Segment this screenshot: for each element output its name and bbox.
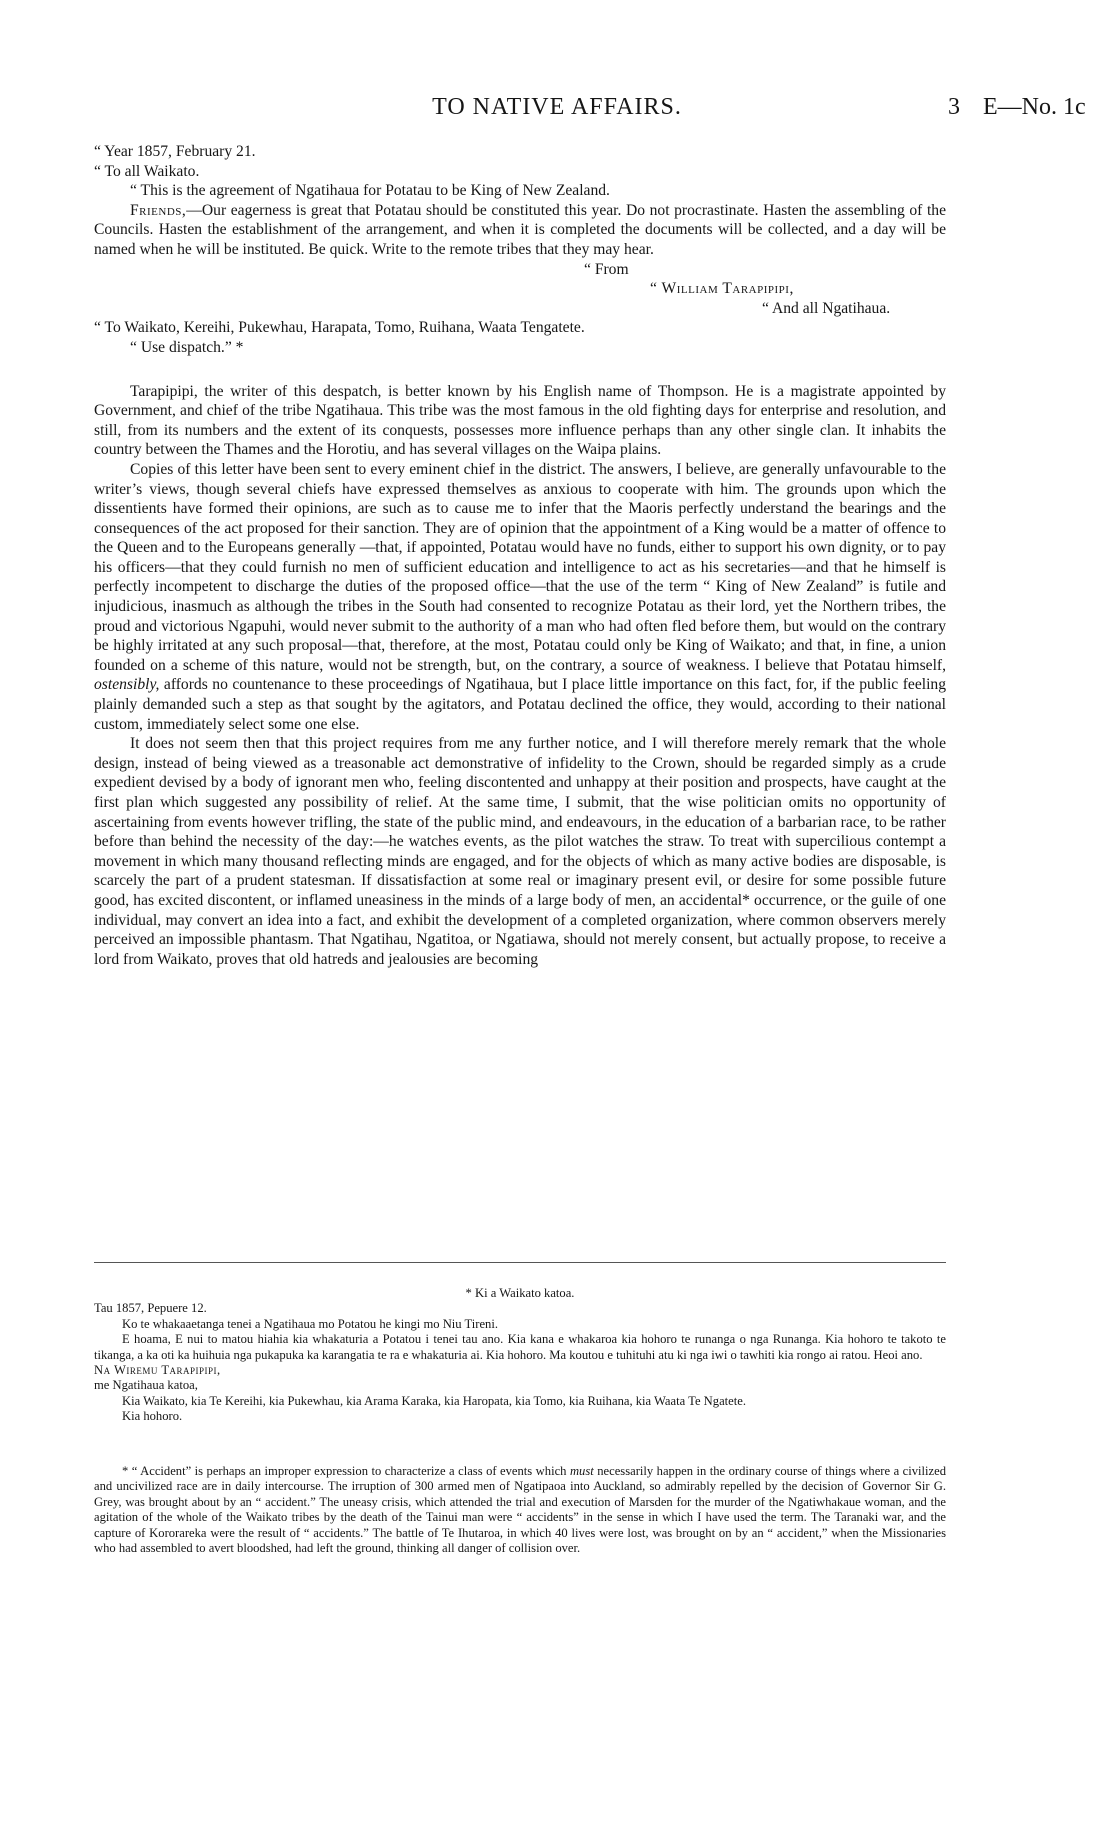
running-head-title: TO NATIVE AFFAIRS. (432, 94, 682, 120)
footnote-accident-body: necessarily happen in the ordinary course of things where a civilized and uncivilized race are in daily intercourse. The irruption of 300 armed men of Ngatipaoa into Auckland, so admirably repelled by the decision of Governor Sir G. Grey, was brought about by an “ accident.” The uneasy crisis, which attended the trial and execution of Marsden for the murder of the Ngatiwhakaue woman, and the agitation of the whole of the Waikato tribes by the death of the Tainui man were “ accidents” in the sense in which I have used the term. The Taranaki war, and the capture of Kororareka were the result of “ accidents.” The battle of Te Ihutaroa, in which 40 lives were lost, was brought on by an “ accident,” when the Missionaries who had assembled to avert bloodshed, had left the ground, thinking all danger of collision over. (94, 1464, 946, 1556)
footnote-divider (94, 1262, 946, 1263)
letter-signature-name: “ William Tarapipipi, (650, 280, 794, 298)
footnote-accident (94, 1464, 946, 1556)
document-code: E—No. 1c (983, 94, 1086, 120)
paragraph-3: It does not seem then that this project requires from me any further notice, and I will therefore merely remark that the whole design, instead of being viewed as a treasonable act demonstrative of infidelity to the Crown, should be regarded simply as a crude expedient devised by a body of ignorant men who, feeling discontented and unhappy at their position and prospects, have caught at the first plan which suggested any possibility of relief. At the same time, I submit, that the wise politician omits no opportunity of ascertaining from events however trifling, the state of the public mind, and endeavours, in the education of a barbarian race, to be rather before than behind the necessity of the day:—he watches events, as the pilot watches the straw. To treat with supercilious contempt a movement in which many thousand reflecting minds are engaged, and for the objects of which as many active bodies are disposable, is scarcely the part of a prudent statesman. If dissatisfaction at some real or imaginary present evil, or desire for some possible future good, has excited discontent, or inflamed uneasiness in the minds of a large body of men, an accidental* occurrence, or the guile of one individual, may convert an idea into a fact, and exhibit the development of a completed organization, where common observers merely perceived an impossible phantasm. That Ngatihau, Ngatitoa, or Ngatiawa, should not merely consent, but actually propose, to receive a lord from Waikato, proves that old hatreds and jealousies are becoming (94, 735, 946, 968)
letter-date: “ Year 1857, February 21. (94, 143, 256, 160)
friends-label: Friends, (130, 201, 187, 219)
footnote-maori-signature: Na Wiremu Tarapipipi, (94, 1363, 221, 1378)
footnote-accident-text (94, 1464, 946, 1556)
paragraph-2 (94, 460, 946, 734)
letter-salutation: “ To all Waikato. (94, 162, 200, 180)
page-number: 3 (948, 94, 960, 120)
letter-dispatch: “ Use dispatch.” * (130, 338, 244, 356)
paragraph-gap (94, 358, 946, 382)
letter-signature-group: “ And all Ngatihaua. (762, 299, 891, 317)
footnote-maori (94, 1286, 946, 1425)
footnote-maori-line1: Ko te whakaaetanga tenei a Ngatihaua mo Potatou he kingi mo Niu Tireni. (122, 1316, 498, 1331)
letter-body-text: —Our eagerness is great that Potatau should be constituted this year. Do not procrastinate. Hasten the assembling of the Councils. Hasten the establishment of the arrangement, and when it is completed the documents will be collected, and a day will be named when he will be instituted. Be quick. Write to the remote tribes that they may hear. (94, 201, 946, 258)
footnote-maori-heading: * Ki a Waikato katoa. (465, 1286, 575, 1300)
footnote-accident-prefix: * “ Accident” is perhaps an improper expression to characterize a class of events which (122, 1464, 567, 1478)
letter-line1: “ This is the agreement of Ngatihaua for Potatau to be King of New Zealand. (130, 182, 610, 200)
main-text (94, 142, 946, 969)
footnote-maori-address: Kia Waikato, kia Te Kereihi, kia Pukewhau, kia Arama Karaka, kia Haropata, kia Tomo, kia Ruihana, kia Waata Te Ngatete. (122, 1393, 746, 1408)
letter-from: “ From (584, 260, 629, 278)
paragraph-1: Tarapipipi, the writer of this despatch, is better known by his English name of Thompson. He is a magistrate appointed by Government, and chief of the tribe Ngatihaua. This tribe was the most famous in the old fighting days for enterprise and resolution, and still, from its numbers and the extent of its conquests, possesses more influence perhaps than any other single clan. It inhabits the country between the Thames and the Horotiu, and has several villages on the Waipa plains. (94, 382, 946, 459)
letter-address: “ To Waikato, Kereihi, Pukewhau, Harapata, Tomo, Ruihana, Waata Tengatete. (94, 319, 585, 337)
letter-body (94, 201, 946, 260)
footnote-maori-body: E hoama, E nui to matou hiahia kia whakaturia a Potatou i tenei tau ano. Kia kana e whakaroa kia hohoro te runanga o nga Runanga. Kia hohoro te takoto te tikanga, a ka oti ka huihuia nga pukapuka ka karangatia te ra e whakaturia ai. Kia hohoro. Ma koutou e tuhituhi atu ki nga iwi o tawhiti kia rongo ai ratou. Heoi ano. (94, 1332, 946, 1362)
footnote-maori-closing: Kia hohoro. (122, 1409, 183, 1424)
paragraph-2-part-b: affords no countenance to these proceedings of Ngatihaua, but I place little importance on this fact, for, if the public feeling plainly demanded such a step as that sought by the agitators, and Potatau declined the office, they would, according to their national custom, immediately select some one else. (94, 676, 946, 733)
paragraph-2-italic: ostensibly, (94, 676, 160, 694)
footnote-accident-italic: must (569, 1464, 594, 1478)
paragraph-2-part-a: Copies of this letter have been sent to every eminent chief in the district. The answers, I believe, are generally unfavourable to the writer’s views, though several chiefs have expressed themselves as anxious to cooperate with him. The grounds upon which the dissentients have formed their opinions, are such as to cause me to infer that the Maoris perfectly understand the bearings and the consequences of the act proposed for their sanction. They are of opinion that the appointment of a King would be a matter of offence to the Queen and to the Europeans generally —that, if appointed, Potatau would have no funds, either to support his own dignity, or to pay his officers—that they could furnish no men of sufficient education and intelligence to act as his secretaries—and that he himself is perfectly incompetent to discharge the duties of the proposed office—that the use of the term “ King of New Zealand” is futile and injudicious, inasmuch as although the tribes in the South had consented to recognize Potatau as their lord, yet the Northern tribes, the proud and victorious Ngapuhi, would never submit to the authority of a man who had often fled before them, but would on the contrary be highly irritated at any such proposal—that, therefore, at the most, Potatau could only be King of Waikato; and that, in fine, a union founded on a scheme of this nature, would not be strength, but, on the contrary, a source of weakness. I believe that Potatau himself, (94, 460, 946, 674)
footnote-maori-signature2: me Ngatihaua katoa, (94, 1378, 198, 1393)
footnote-maori-date: Tau 1857, Pepuere 12. (94, 1301, 207, 1316)
